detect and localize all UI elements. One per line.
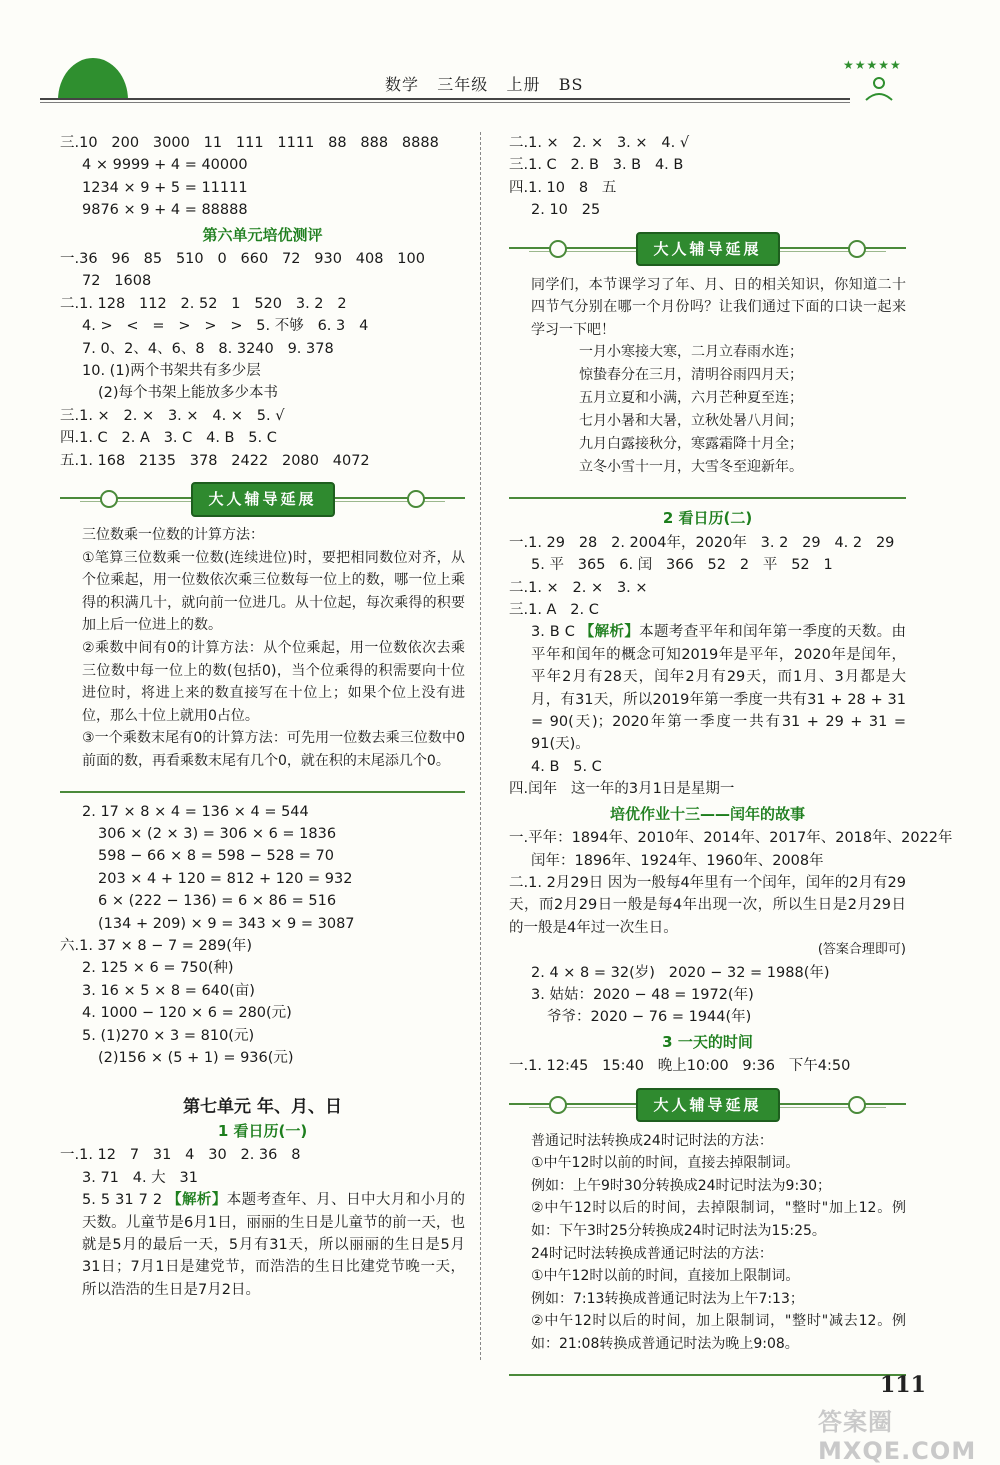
answer-line: 一.1. 29 28 2. 2004年，2020年 3. 2 29 4. 2 29	[509, 534, 895, 551]
answer-line: 五.1. 168 2135 378 2422 2080 4072	[60, 452, 370, 469]
poem-line: 五月立夏和小满，六月芒种夏至连；	[579, 390, 803, 407]
running-header-title: 数学 三年级 上册 BS	[385, 75, 584, 94]
analysis-tag: 【解析】	[579, 624, 640, 641]
tip-line: 普通记时法转换成24时记时法的方法：	[531, 1132, 773, 1149]
answer-line: 9876 × 9 + 4 = 88888	[82, 202, 248, 219]
poem-line: 一月小寒接大寒，二月立春雨水连；	[579, 344, 803, 361]
right-column	[509, 132, 953, 1384]
answer-line: (2)156 × (5 + 1) = 936(元)	[98, 1050, 294, 1067]
answer-line: 2. 4 × 8 = 32(岁) 2020 − 32 = 1988(年)	[531, 964, 830, 981]
answer-line: 4 × 9999 + 4 = 40000	[82, 157, 248, 174]
answer-line: 10. (1)两个书架共有多少层	[82, 363, 261, 380]
section-title: 培优作业十三——闰年的故事	[609, 804, 805, 823]
guidance-text: 同学们，本节课学习了年、月、日的相关知识，你知道二十四节气分别在哪一个月份吗？让我们通过下面的口诀一起来学习一下吧！	[531, 276, 906, 338]
answer-line: 598 − 66 × 8 = 598 − 528 = 70	[98, 848, 334, 865]
tip-line: ①中午12时以前的时间，直接加上限制词。	[531, 1268, 800, 1285]
answer-line: 闰年：1896年、1924年、1960年、2008年	[531, 852, 824, 869]
answer-line: 3. 71 4. 大 31	[82, 1169, 198, 1186]
answer-paragraph	[509, 621, 906, 755]
analysis-tag: 【解析】	[167, 1192, 227, 1209]
answer-line: 203 × 4 + 120 = 812 + 120 = 932	[98, 870, 353, 887]
answer-line: 二.1. × 2. × 3. ×	[509, 579, 648, 596]
guidance-banner	[60, 478, 465, 518]
ornament-icon	[549, 240, 567, 258]
answer-line: (134 + 209) × 9 = 343 × 9 = 3087	[98, 915, 355, 932]
answer-line: 一.1. 12:45 15:40 晚上10:00 9:36 下午4:50	[509, 1058, 851, 1075]
poem-line: 立冬小雪十一月，大雪冬至迎新年。	[579, 459, 803, 476]
watermark: 答案圈 MXQE.COM	[818, 1408, 977, 1465]
answer-line: 一.平年：1894年、2010年、2014年、2017年、2018年、2022年	[509, 830, 953, 847]
answer-line: 四.1. 10 8 五	[509, 179, 617, 196]
answer-line: 一.36 96 85 510 0 660 72 930 408 100	[60, 251, 425, 268]
rating-stars-icon: ★★★★★	[843, 58, 902, 72]
answer-line: 三.1. C 2. B 3. B 4. B	[509, 157, 684, 174]
guidance-text	[509, 1130, 906, 1356]
answer-line: (2)每个书架上能放多少本书	[98, 385, 279, 402]
answer-line: 6 × (222 − 136) = 6 × 86 = 516	[98, 893, 337, 910]
answer-note: (答案合理即可)	[817, 942, 906, 958]
section-title: 第六单元培优测评	[202, 225, 323, 244]
tip-line: 三位数乘一位数的计算方法：	[82, 527, 264, 544]
ornament-icon	[407, 490, 425, 508]
left-column	[60, 132, 465, 1301]
banner-end-rule	[509, 483, 906, 499]
answer-line: 爷爷：2020 − 76 = 1944(年)	[547, 1009, 752, 1026]
answer-line: 1234 × 9 + 5 = 11111	[82, 179, 248, 196]
ornament-icon	[549, 1096, 567, 1114]
answer-line: 5. 平 365 6. 闰 366 52 2 平 52 1	[531, 557, 833, 574]
banner-label: 大人辅导延展	[635, 1088, 779, 1122]
answer-line: 7. 0、2、4、6、8 8. 3240 9. 378	[82, 340, 334, 357]
section-title: 1 看日历(一)	[217, 1121, 308, 1140]
answer-line: 四.1. C 2. A 3. C 4. B 5. C	[60, 430, 277, 447]
answer-line: 3. 姑姑：2020 − 48 = 1972(年)	[531, 986, 754, 1003]
answer-line: 72 1608	[82, 273, 152, 290]
answer-paragraph: 二.1. 2月29日 因为一般每4年里有一个闰年，闰年的2月有29天，而2月29日一般是每4年出现一次，所以生日是2月29日的一般是4年过一次生日。	[509, 874, 906, 936]
tip-line: ①中午12时以前的时间，直接去掉限制词。	[531, 1155, 800, 1172]
answer-line: 四.闰年 这一年的3月1日是星期一	[509, 781, 735, 798]
poem-line: 七月小暑和大暑，立秋处暑八月间；	[579, 413, 803, 430]
banner-end-rule	[509, 1360, 906, 1376]
analysis-text: 本题考查年、月、日中大月和小月的天数。儿童节是6月1日，丽丽的生日是儿童节的前一天，也就是5月的最后一天，5月有31天，所以丽丽的生日是5月31日；7月1日是建党节，而浩浩的生日比建党节晚一天，所以浩浩的生日是7月2日。	[82, 1192, 466, 1298]
answer-line: 三.10 200 3000 11 111 1111 88 888 8888	[60, 135, 439, 151]
ornament-icon	[848, 1096, 866, 1114]
answer-line: 4. B 5. C	[531, 758, 602, 775]
answer-text: 5. 5 31 7 2	[82, 1192, 168, 1209]
answer-line: 三.1. A 2. C	[509, 602, 599, 619]
publisher-logo-icon	[862, 74, 896, 102]
banner-label: 大人辅导延展	[190, 482, 334, 516]
guidance-banner	[509, 228, 906, 268]
poem-line: 惊蛰春分在三月，清明谷雨四月天；	[579, 367, 803, 384]
tip-paragraph: ③一个乘数末尾有0的计算方法：可先用一位数去乘三位数中0前面的数，再看乘数末尾有几个0，就在积的末尾添几个0。	[82, 730, 465, 770]
guidance-text	[60, 524, 465, 773]
answer-line: 六.1. 37 × 8 − 7 = 289(年)	[60, 938, 253, 955]
banner-label: 大人辅导延展	[635, 232, 779, 266]
answer-line: 306 × (2 × 3) = 306 × 6 = 1836	[98, 826, 337, 843]
tip-line: 例如：上午9时30分转换成24时记时法为9:30；	[531, 1177, 831, 1194]
tip-line: 24时记时法转换成普通记时法的方法：	[531, 1245, 773, 1262]
answer-line: 3. 16 × 5 × 8 = 640(亩)	[82, 982, 255, 999]
tip-line: 例如：7:13转换成普通记时法为上午7:13；	[531, 1290, 804, 1307]
tip-paragraph: ②乘数中间有0的计算方法：从个位乘起，用一位数依次去乘三位数中每一位上的数(包括0)，当个位乘得的积需要向十位进位时，将进上来的数直接写在十位上；如果个位上没有进位，那么十位上就用0占位。	[82, 640, 465, 724]
answer-line: 二.1. × 2. × 3. × 4. √	[509, 135, 690, 151]
section-title: 2 看日历(二)	[662, 509, 753, 528]
answer-line: 二.1. 128 112 2. 52 1 520 3. 2 2	[60, 295, 347, 312]
answer-text: 3. B C	[531, 624, 580, 641]
analysis-text: 本题考查平年和闰年第一季度的天数。由平年和闰年的概念可知2019年是平年，2020年是闰年，平年2月有28天，闰年2月有29天，而1月、3月都是大月，有31天，所以2019年第一季度一共有31 + 28 + 31 = 90(天)；2020年第一季度一共有31 + 29 + 31 = 91(天)。	[531, 624, 907, 753]
answer-line: 4. 1000 − 120 × 6 = 280(元)	[82, 1005, 292, 1022]
guidance-banner	[509, 1084, 906, 1124]
answer-line: 2. 125 × 6 = 750(种)	[82, 960, 234, 977]
poem-line: 九月白露接秋分，寒露霜降十月全；	[579, 436, 803, 453]
answer-line: 4. > < = > > > 5. 不够 6. 3 4	[82, 318, 369, 335]
section-title: 3 一天的时间	[662, 1032, 753, 1051]
answer-line: 5. (1)270 × 3 = 810(元)	[82, 1027, 255, 1044]
header-rule-thin	[40, 102, 850, 103]
ornament-icon	[848, 240, 866, 258]
answer-line: 一.1. 12 7 31 4 30 2. 36 8	[60, 1147, 301, 1164]
banner-end-rule	[60, 777, 465, 793]
column-divider	[480, 132, 481, 1360]
header-sun-decoration	[58, 58, 128, 100]
answer-line: 2. 10 25	[531, 202, 601, 219]
page-number: 111	[880, 1372, 926, 1398]
answer-line: 三.1. × 2. × 3. × 4. × 5. √	[60, 407, 285, 424]
header-rule	[40, 98, 850, 100]
tip-paragraph: ②中午12时以后的时间，加上限制词，"整时"减去12。例如：21:08转换成普通记时法为晚上9:08。	[531, 1313, 906, 1352]
ornament-icon	[100, 490, 118, 508]
unit-title: 第七单元 年、月、日	[183, 1096, 342, 1117]
tip-paragraph: ①笔算三位数乘一位数(连续进位)时，要把相同数位对齐，从个位乘起，用一位数依次乘三位数每一位上的数，哪一位上乘得的积满几十，就向前一位进几。从十位起，每次乘得的积要加上后一位进上的数。	[82, 549, 465, 634]
answer-paragraph	[60, 1189, 465, 1301]
answer-line: 2. 17 × 8 × 4 = 136 × 4 = 544	[82, 803, 309, 820]
tip-paragraph: ②中午12时以后的时间，去掉限制词，"整时"加上12。例如：下午3时25分转换成24时记时法为15:25。	[531, 1200, 906, 1239]
